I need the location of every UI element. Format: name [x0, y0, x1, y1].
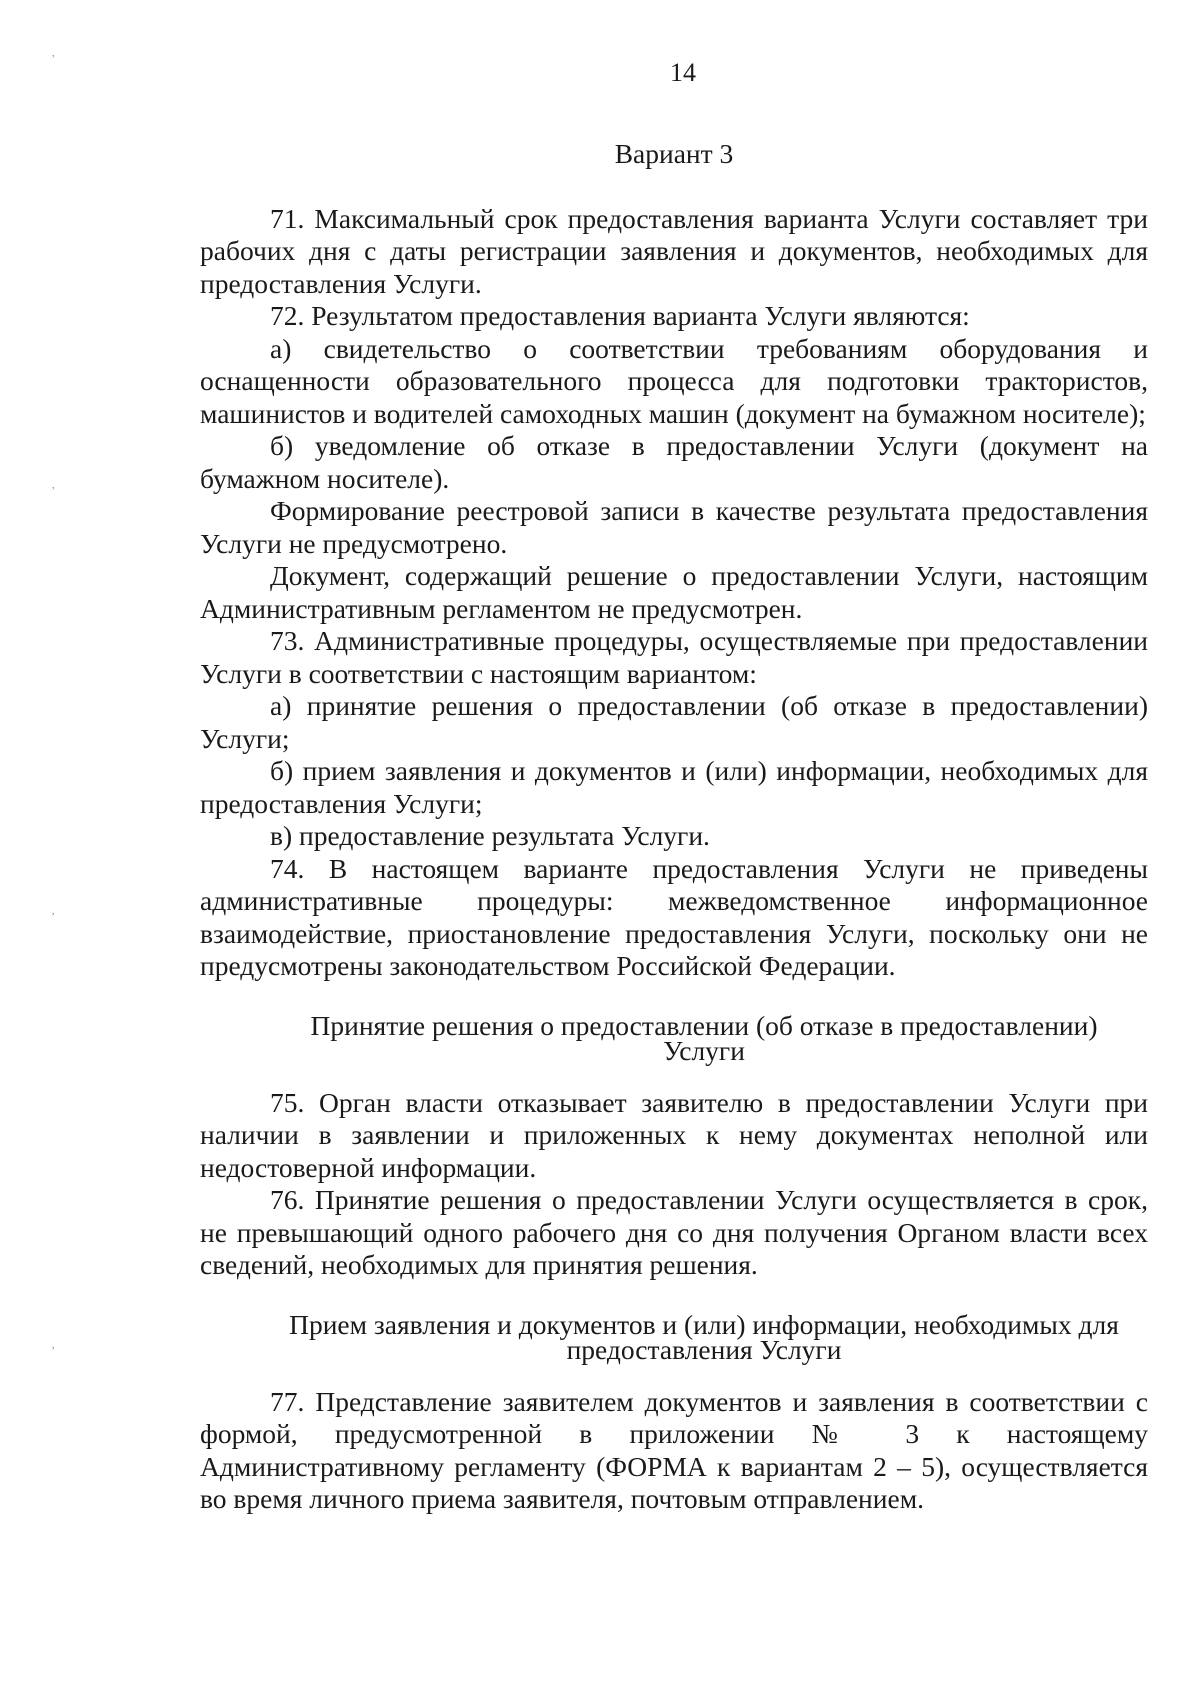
- paragraph: 74. В настоящем варианте предоставления Услуги не приведены административные процедуры: межведомственное информационное взаимодействие, приостановление предоставления Услуги, поскольку они не предусмотрены законодательством Российской Федерации.: [200, 852, 1148, 981]
- scan-mark: ,: [52, 906, 55, 917]
- paragraph: а) свидетельство о соответствии требованиям оборудования и оснащенности образовательного процесса для подготовки трактористов, машинистов и водителей самоходных машин (документ на бумажном носителе);: [200, 332, 1148, 429]
- section-heading: Принятие решения о предоставлении (об отказе в предоставлении) Услуги: [310, 1009, 1098, 1066]
- scan-mark: ,: [52, 48, 55, 59]
- scan-mark: ,: [52, 480, 55, 491]
- paragraph: 75. Орган власти отказывает заявителю в предоставлении Услуги при наличии в заявлении и приложенных к нему документах неполной или недостоверной информации.: [200, 1086, 1148, 1183]
- paragraph-block-3: [200, 1386, 1148, 1516]
- paragraph: Документ, содержащий решение о предоставлении Услуги, настоящим Административным регламентом не предусмотрен.: [200, 560, 1148, 624]
- section-heading: Прием заявления и документов и (или) информации, необходимых для предоставления Услуги: [289, 1308, 1119, 1365]
- document-body: [200, 138, 1148, 1516]
- paragraph: 76. Принятие решения о предоставлении Услуги осуществляется в срок, не превышающий одного рабочего дня со дня получения Органом власти всех сведений, необходимых для принятия решения.: [200, 1184, 1148, 1280]
- paragraph-block-2: [200, 1087, 1148, 1282]
- page-number: 14: [670, 58, 696, 87]
- paragraph: Формирование реестровой записи в качестве результата предоставления Услуги не предусмотрено.: [200, 495, 1148, 559]
- paragraph: в) предоставление результата Услуги.: [270, 820, 710, 851]
- paragraph: б) прием заявления и документов и (или) информации, необходимых для предоставления Услуги;: [200, 755, 1148, 819]
- paragraph: 72. Результатом предоставления варианта Услуги являются:: [270, 300, 970, 331]
- paragraph: 73. Административные процедуры, осуществляемые при предоставлении Услуги в соответствии с настоящим вариантом:: [200, 625, 1148, 689]
- paragraph: а) принятие решения о предоставлении (об отказе в предоставлении) Услуги;: [200, 690, 1148, 754]
- paragraph: 77. Представление заявителем документов и заявления в соответствии с формой, предусмотренной в приложении № 3 к настоящему Административному регламенту (ФОРМА к вариантам 2 – 5), осуществляется во время личного приема заявителя, почтовым отправлением.: [200, 1385, 1148, 1514]
- paragraph: б) уведомление об отказе в предоставлении Услуги (документ на бумажном носителе).: [200, 430, 1148, 494]
- variant-heading: Вариант 3: [614, 138, 734, 169]
- paragraph: 71. Максимальный срок предоставления варианта Услуги составляет три рабочих дня с даты регистрации заявления и документов, необходимых для предоставления Услуги.: [200, 202, 1148, 299]
- paragraph-block-1: [200, 203, 1148, 983]
- scan-mark: ,: [52, 1340, 55, 1351]
